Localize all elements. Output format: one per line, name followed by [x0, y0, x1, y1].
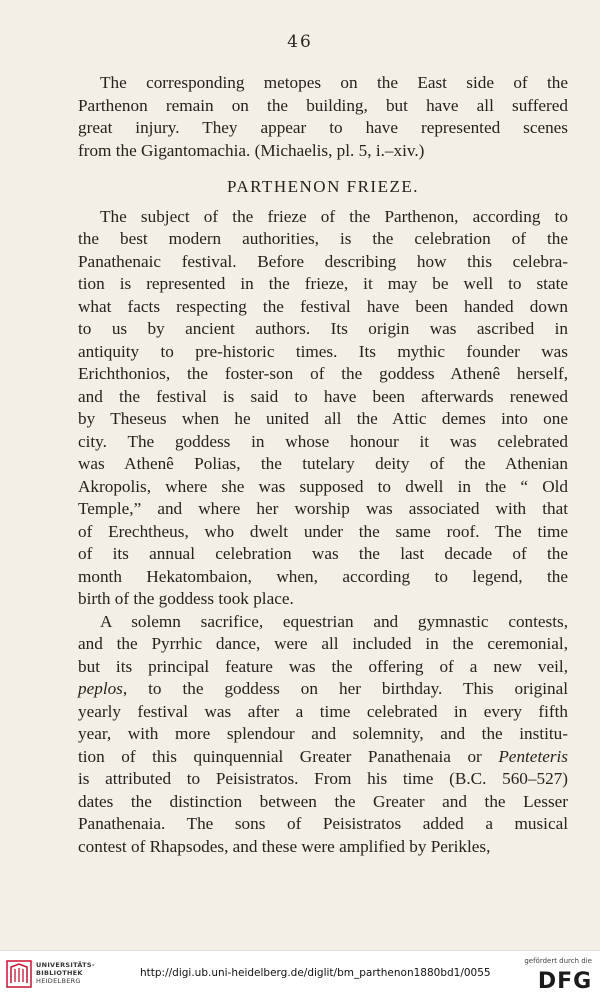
library-name-line: BIBLIOTHEK [36, 969, 83, 977]
text-line: contest of Rhapsodes, and these were amplified by Perikles, [78, 836, 491, 856]
text-line: tion is represented in the frieze, it may be well to state [78, 274, 568, 293]
text-line: the best modern authorities, is the celebration of the [78, 229, 568, 248]
text-line: The corresponding metopes on the East side of the [100, 73, 568, 92]
page-number: 46 [287, 32, 313, 52]
text-line: Akropolis, where she was supposed to dwell in the “ Old [78, 476, 568, 496]
text-line: yearly festival was after a time celebrated in every fifth [78, 701, 568, 721]
library-name-line: UNIVERSITÄTS- [36, 961, 95, 969]
text-line: and the festival is said to have been afterwards renewed [78, 386, 568, 406]
text-line: city. The goddess in whose honour it was celebrated [78, 431, 568, 451]
text-line: birth of the goddess took place. [78, 589, 294, 608]
text-line: tion of this quinquennial Greater Panathenaia or Penteteris [78, 746, 568, 766]
text-line: Panathenaic festival. Before describing how this celebra- [78, 251, 568, 271]
footer-bar [0, 950, 600, 997]
svg-text:DFG: DFG [537, 969, 593, 992]
text-line: great injury. They appear to have represented scenes [78, 118, 568, 137]
text-line: antiquity to pre-historic times. Its mythic founder was [78, 341, 568, 361]
text-line: month Hekatombaion, when, according to legend, the [78, 566, 568, 586]
text-line: Erichthonios, the foster-son of the goddess Athenê herself, [78, 364, 568, 383]
text-line: The subject of the frieze of the Parthenon, according to [100, 206, 568, 226]
text-line: what facts respecting the festival have been handed down [78, 296, 568, 316]
library-name [36, 961, 95, 985]
text-line: of Erechtheus, who dwelt under the same roof. The time [78, 521, 568, 541]
text-line: year, with more splendour and solemnity, and the institu- [78, 724, 568, 743]
text-line: peplos, to the goddess on her birthday. This original [78, 679, 568, 698]
dfg-logo[interactable] [536, 966, 594, 992]
text-line: was Athenê Polias, the tutelary deity of the Athenian [78, 454, 568, 473]
text-line: to us by ancient authors. Its origin was ascribed in [78, 319, 568, 338]
text-line: A solemn sacrifice, equestrian and gymnastic contests, [100, 611, 568, 631]
text-body [78, 72, 568, 858]
intro-paragraph [78, 72, 568, 162]
paragraph-sacrifice [78, 611, 568, 859]
text-line: is attributed to Peisistratos. From his time (B.C. 560–527) [78, 769, 568, 788]
library-emblem-icon [6, 959, 32, 989]
funded-by-label: gefördert durch die [524, 957, 592, 965]
text-line: dates the distinction between the Greater and the Lesser [78, 791, 568, 811]
source-url-link[interactable]: http://digi.ub.uni-heidelberg.de/diglit/bm_parthenon1880bd1/0055 [140, 967, 491, 979]
section-heading: PARTHENON FRIEZE. [227, 177, 419, 196]
text-line: from the Gigantomachia. (Michaelis, pl. 5, i.–xiv.) [78, 140, 425, 160]
text-line: but its principal feature was the offering of a new veil, [78, 656, 568, 676]
text-line: of its annual celebration was the last decade of the [78, 544, 568, 563]
text-line: Temple,” and where her worship was associated with that [78, 499, 568, 518]
paragraph-subject [78, 206, 568, 611]
text-line: and the Pyrrhic dance, were all included in the ceremonial, [78, 634, 568, 653]
text-line: Panathenaia. The sons of Peisistratos added a musical [78, 814, 568, 833]
text-line: by Theseus when he united all the Attic demes into one [78, 409, 568, 428]
text-line: Parthenon remain on the building, but have all suffered [78, 95, 568, 115]
university-library-logo[interactable] [6, 959, 126, 991]
library-name-line: HEIDELBERG [36, 977, 81, 985]
